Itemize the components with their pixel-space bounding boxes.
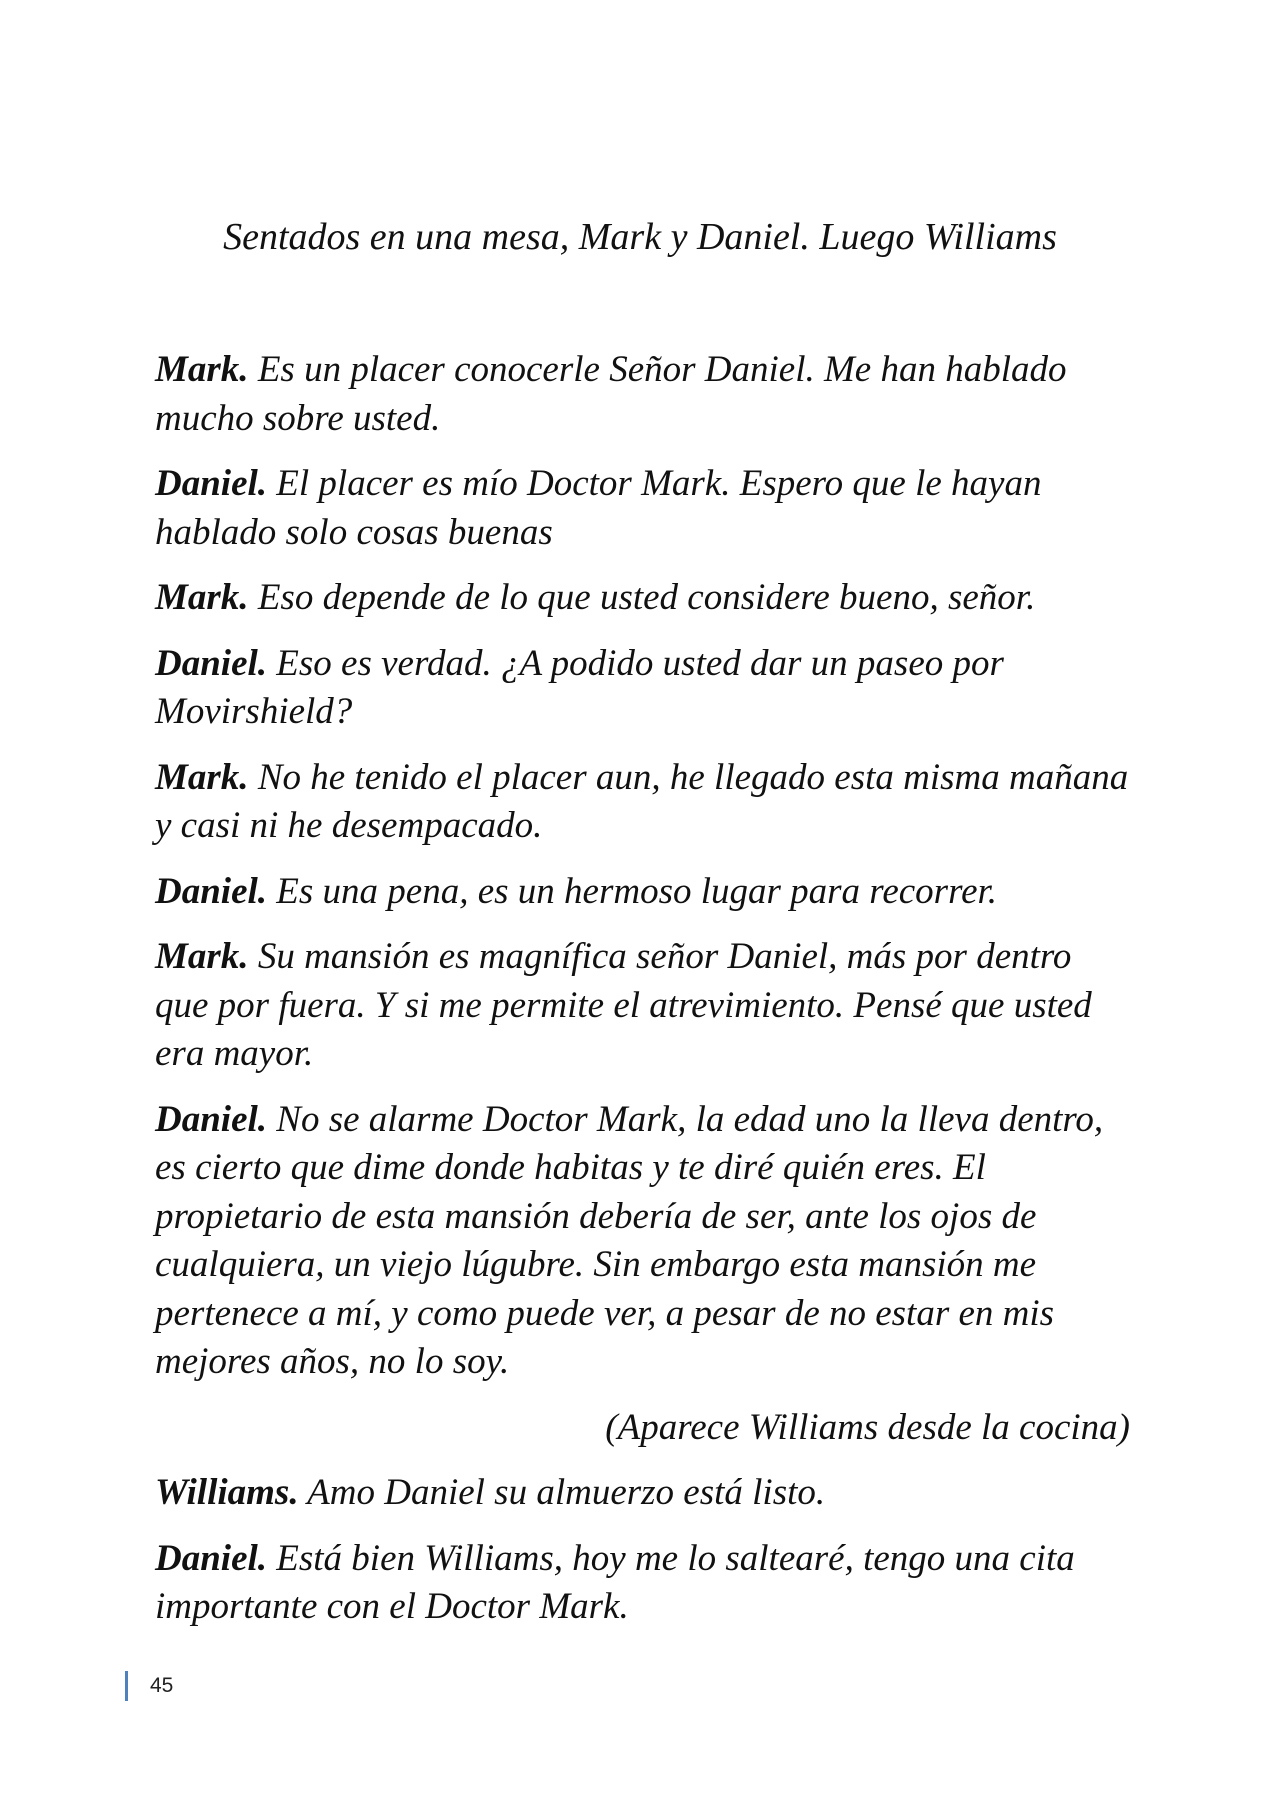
dialogue-text: Es un placer conocerle Señor Daniel. Me han hablado mucho sobre usted. xyxy=(155,349,1067,439)
speaker-name: Williams. xyxy=(155,1472,299,1513)
dialogue-line-mark-1 xyxy=(155,346,1130,443)
speaker-name: Daniel. xyxy=(155,1537,268,1579)
dialogue-line-mark-4 xyxy=(155,933,1130,1079)
dialogue-line-daniel-2 xyxy=(155,640,1130,737)
speaker-name: Daniel. xyxy=(155,642,268,684)
dialogue-line-mark-2 xyxy=(155,574,1130,623)
dialogue-line-daniel-3 xyxy=(155,868,1130,917)
dialogue-line-daniel-1 xyxy=(155,460,1130,557)
dialogue-text: No he tenido el placer aun, he llegado esta misma mañana y casi ni he desempacado. xyxy=(155,756,1129,846)
speaker-name: Mark. xyxy=(155,756,249,798)
speaker-name: Mark. xyxy=(155,349,249,390)
page-footer xyxy=(125,1670,173,1702)
speaker-name: Mark. xyxy=(155,936,249,977)
dialogue-line-daniel-4 xyxy=(155,1096,1130,1387)
speaker-name: Mark. xyxy=(155,577,249,618)
dialogue-text: El placer es mío Doctor Mark. Espero que le hayan hablado solo cosas buenas xyxy=(155,463,1042,553)
dialogue-line-mark-3 xyxy=(155,754,1130,851)
page-number: 45 xyxy=(150,1674,174,1697)
dialogue-text: Eso es verdad. ¿A podido usted dar un paseo por Movirshield? xyxy=(155,642,1004,732)
stage-heading: Sentados en una mesa, Mark y Daniel. Luego Williams xyxy=(223,216,1057,258)
dialogue-text: Eso depende de lo que usted considere bueno, señor. xyxy=(248,577,1036,618)
dialogue-text: Está bien Williams, hoy me lo saltearé, tengo una cita importante con el Doctor Mark. xyxy=(155,1537,1075,1627)
dialogue-line-williams-1 xyxy=(155,1469,1130,1518)
dialogue-text: Es una pena, es un hermoso lugar para recorrer. xyxy=(267,870,998,912)
speaker-name: Daniel. xyxy=(155,1098,268,1140)
speaker-name: Daniel. xyxy=(155,463,268,504)
dialogue-text: Amo Daniel su almuerzo está listo. xyxy=(298,1472,826,1513)
stage-direction: (Aparece Williams desde la cocina) xyxy=(605,1406,1130,1448)
dialogue-line-daniel-5 xyxy=(155,1535,1130,1632)
dialogue-text: Su mansión es magnífica señor Daniel, más por dentro que por fuera. Y si me permite el atrevimiento. Pensé que usted era mayor. xyxy=(155,936,1092,1074)
dialogue-text: No se alarme Doctor Mark, la edad uno la lleva dentro, es cierto que dime donde habitas y te diré quién eres. El propietario de esta mansión debería de ser, ante los ojos de cualquiera, un viejo lúgubre. Sin embargo esta mansión me pertenece a mí, y como puede ver, a pesar de no estar en mis mejores años, no lo soy. xyxy=(155,1098,1104,1382)
speaker-name: Daniel. xyxy=(155,870,268,912)
dialogue-block xyxy=(155,346,1130,1649)
footer-accent-bar xyxy=(125,1671,128,1701)
